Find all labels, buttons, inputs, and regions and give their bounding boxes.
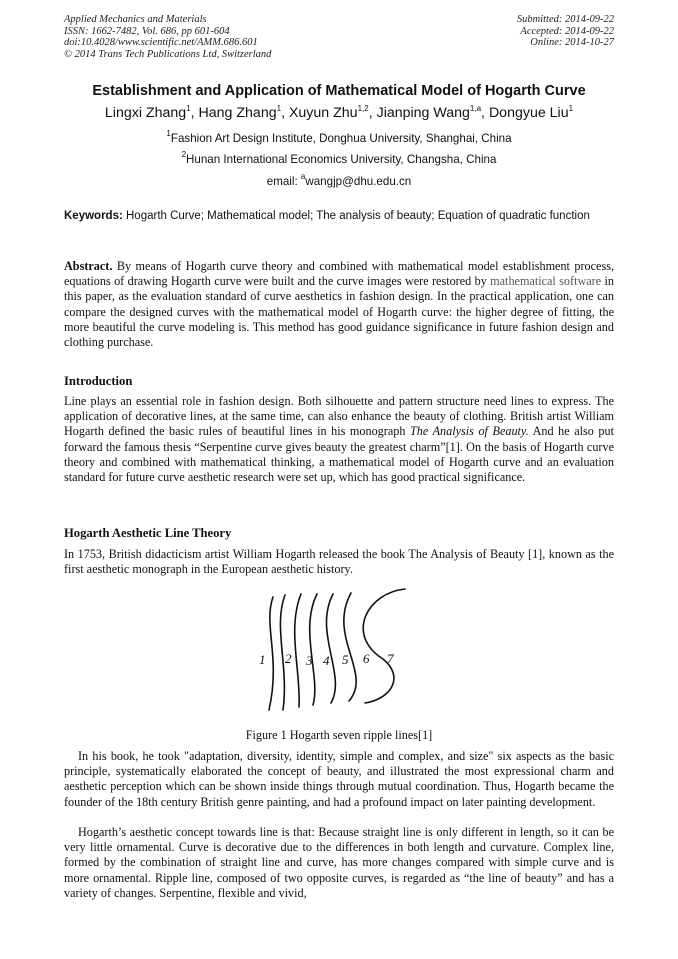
line-number: 1 bbox=[259, 652, 266, 667]
figure-caption: Figure 1 Hogarth seven ripple lines[1] bbox=[245, 728, 433, 742]
ripple-line-7 bbox=[363, 589, 405, 703]
intro-text: Line plays an essential role in fashion design. Both silhouette and pattern structure need lines to express. The application of decorative lines, at the same time, can also enhance the beauty of clothing. British artist William Hogarth defined the basic rules of beautiful lines in his monograph bbox=[64, 394, 614, 439]
theory-paragraph-1: In 1753, British didacticism artist William Hogarth released the book The Analysis of Beauty [1], known as the first aesthetic monograph in the European aesthetic history. bbox=[64, 547, 614, 577]
issn-info: ISSN: 1662-7482, Vol. 686, pp 601-604 bbox=[64, 25, 230, 37]
ripple-line-6 bbox=[344, 593, 356, 701]
keywords-text: Hogarth Curve; Mathematical model; The analysis of beauty; Equation of quadratic function bbox=[122, 210, 590, 222]
author-sup: 1,2 bbox=[357, 104, 369, 113]
theory-paragraph-2: In his book, he took "adaptation, diversity, identity, simple and complex, and size" six aspects as the basic principle, systematically elaborated the concept of beauty, and illustrated the most expressional charm and aesthetic perception which can be shown inside things through mutual coordination. Thus, Hogarth became the founder of the 18th century British genre painting, and had a profound impact on later painting development. bbox=[64, 749, 614, 809]
mathematical-software-link[interactable]: mathematical software bbox=[490, 274, 602, 289]
line-number: 4 bbox=[323, 653, 330, 668]
submitted-date: Submitted: 2014-09-22 bbox=[516, 14, 614, 25]
author-sup: 1 bbox=[186, 104, 191, 113]
introduction-paragraph bbox=[64, 394, 614, 485]
author-name: Hang Zhang bbox=[198, 105, 277, 121]
affiliation-text: Fashion Art Design Institute, Donghua University, Shanghai, China bbox=[170, 132, 512, 145]
journal-name: Applied Mechanics and Materials bbox=[64, 14, 207, 25]
line-number: 6 bbox=[363, 651, 370, 666]
line-number: 5 bbox=[342, 652, 349, 667]
keywords-section bbox=[64, 209, 614, 224]
affiliation-sup: 2 bbox=[181, 150, 187, 159]
abstract-text-cont: in this paper, as the evaluation standard of curve aesthetics in fashion design. In the practical application, one can compare the designed curves with the mathematical model of Hogarth curve: the higher degree of fitting, the more beautiful the curve modeling is. This method has good guidance significance in future fashion design and clothing purchase. bbox=[64, 274, 615, 350]
author-sup: 1,a bbox=[469, 104, 482, 113]
line-number-labels bbox=[259, 651, 394, 668]
line-number: 2 bbox=[285, 651, 292, 666]
line-number: 3 bbox=[306, 653, 313, 668]
author-name: Xuyun Zhu bbox=[288, 105, 358, 121]
abstract-label: Abstract. bbox=[64, 259, 113, 273]
ripple-line-1 bbox=[269, 597, 273, 710]
online-date: Online: 2014-10-27 bbox=[530, 37, 614, 48]
abstract-text: By means of Hogarth curve theory and combined with mathematical model establishment process, equations of drawing Hogarth curve were built and the curve images were restored by bbox=[64, 259, 614, 289]
ripple-line-4 bbox=[310, 594, 317, 705]
author-name: Lingxi Zhang bbox=[104, 105, 187, 121]
affiliation-text: Hunan International Economics University, Changsha, China bbox=[186, 153, 497, 166]
book-title: The Analysis of Beauty. bbox=[409, 424, 529, 439]
intro-text-cont: And he also put forward the famous thesis “Serpentine curve gives beauty the greatest charm”[1]. On the basis of Hogarth curve theory and combined with mathematical thinking, a mathematical model of Hogarth curve and an evaluation standard for future curve aesthetic research were set up, which has good practical significance. bbox=[64, 424, 614, 485]
author-list: Lingxi Zhang$^1$, Hang Zhang$^1$, Xuyun Zhu$^{1,2}$, Jianping Wang$^{1,a}$, Dongyue Liu$^1$ bbox=[104, 104, 574, 121]
theory-paragraph-3: Hogarth’s aesthetic concept towards line is that: Because straight line is only different in length, so it can be very little ornamental. Curve is decorative due to the differences in both length and curvature. Complex line, formed by the combination of straight line and curve, has more changes compared with simple curve and is more ornamental. Ripple line, composed of two opposite curves, is regarded as “the line of beauty” and has a variety of changes. Serpentine, flexible and vivid, bbox=[64, 825, 614, 900]
author-sup: 1 bbox=[568, 104, 574, 113]
email-sup: a bbox=[300, 172, 306, 181]
affiliation-sup: 1 bbox=[166, 129, 171, 138]
affiliation-1 bbox=[20, 129, 658, 145]
author-name: Jianping Wang bbox=[376, 105, 470, 121]
submission-dates bbox=[517, 14, 614, 49]
ripple-line-5 bbox=[326, 594, 335, 703]
copyright-info: © 2014 Trans Tech Publications Ltd, Switzerland bbox=[64, 48, 272, 60]
email-label: email: bbox=[266, 175, 301, 188]
affiliation-2 bbox=[20, 150, 658, 166]
ripple-line-3 bbox=[295, 594, 301, 707]
ripple-lines-drawing bbox=[255, 585, 415, 720]
paper-title: Establishment and Application of Mathematical Model of Hogarth Curve bbox=[92, 83, 586, 99]
abstract bbox=[64, 259, 614, 350]
doi-info: doi:10.4028/www.scientific.net/AMM.686.601 bbox=[64, 37, 258, 48]
accepted-date: Accepted: 2014-09-22 bbox=[520, 25, 614, 37]
journal-metadata bbox=[64, 14, 271, 60]
email-line bbox=[20, 172, 658, 188]
keywords-label: Keywords: bbox=[64, 210, 123, 222]
theory-heading: Hogarth Aesthetic Line Theory bbox=[64, 526, 232, 540]
author-name: Dongyue Liu bbox=[488, 105, 569, 121]
line-number: 7 bbox=[387, 651, 394, 666]
hogarth-ripple-lines-figure bbox=[255, 585, 415, 720]
introduction-heading: Introduction bbox=[64, 374, 133, 388]
email-address[interactable]: wangjp@dhu.edu.cn bbox=[305, 175, 412, 188]
author-sup: 1 bbox=[276, 104, 282, 113]
